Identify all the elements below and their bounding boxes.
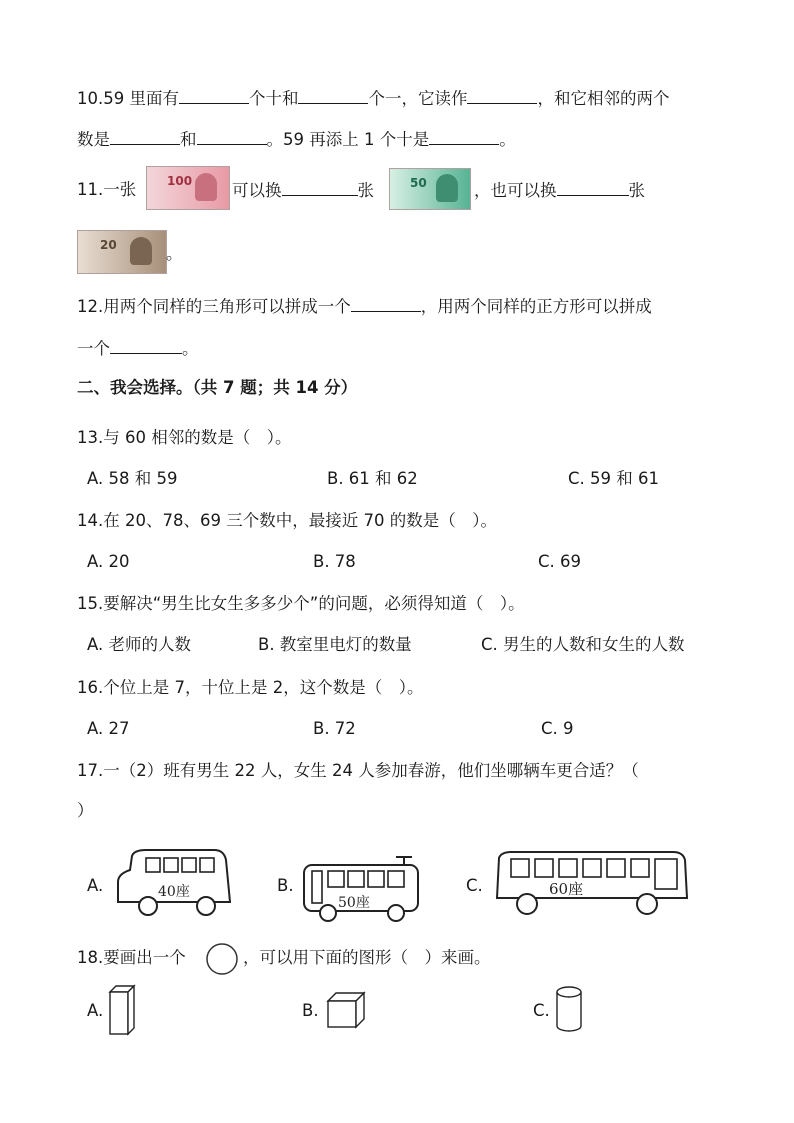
bus-40-seat-icon[interactable]	[112, 848, 234, 918]
q15-option-b[interactable]: B. 教室里电灯的数量	[258, 635, 412, 654]
q10-text-6: 和	[180, 130, 197, 149]
q10-line2	[77, 128, 516, 151]
banknote-20-value: 20	[100, 238, 117, 252]
bus-50-label: 50座	[338, 895, 370, 911]
q12-text-4: 。	[182, 339, 199, 358]
q13-option-a[interactable]: A. 58 和 59	[87, 469, 178, 488]
q10-text-4: ，和它相邻的两个	[537, 89, 670, 108]
q10-blank-next[interactable]	[197, 128, 267, 145]
bus-60-seat-icon[interactable]	[493, 850, 689, 918]
q17-stem-line2: ）	[77, 801, 94, 820]
q13-option-c[interactable]: C. 59 和 61	[568, 469, 659, 488]
q18-option-a-label[interactable]: A.	[87, 1001, 104, 1020]
q18-option-b-label[interactable]: B.	[302, 1001, 319, 1020]
q17-option-b-label[interactable]: B.	[277, 876, 294, 895]
q14-option-a[interactable]: A. 20	[87, 552, 130, 571]
q18-stem-part2: ，可以用下面的图形（ ）来画。	[243, 948, 491, 967]
q10-text-1: 10.59 里面有	[77, 89, 179, 108]
q10-text-2: 个十和	[248, 89, 299, 108]
q14-option-b[interactable]: B. 78	[313, 552, 356, 571]
q10-blank-add[interactable]	[429, 128, 499, 145]
q11-text-1: 11.一张	[77, 180, 137, 199]
banknote-20-image	[77, 230, 167, 274]
q15-option-a[interactable]: A. 老师的人数	[87, 635, 191, 654]
q14-stem: 14.在 20、78、69 三个数中，最接近 70 的数是（ ）。	[77, 511, 497, 530]
bus-50-seat-icon[interactable]	[300, 855, 422, 925]
q11-period	[166, 243, 183, 265]
q16-option-b[interactable]: B. 72	[313, 719, 356, 738]
circle-icon	[205, 942, 239, 976]
banknote-100-image	[146, 166, 230, 210]
q11-text-4: ，也可以换	[474, 181, 557, 200]
q16-option-a[interactable]: A. 27	[87, 719, 130, 738]
cube-icon[interactable]	[326, 991, 366, 1029]
q12-line1	[77, 295, 652, 318]
q11-label	[77, 179, 136, 201]
bus-60-label: 60座	[549, 880, 584, 898]
q17-stem-line1: 17.一（2）班有男生 22 人，女生 24 人参加春游，他们坐哪辆车更合适？（	[77, 761, 639, 780]
q11-blank-20[interactable]	[557, 179, 629, 196]
q13-stem: 13.与 60 相邻的数是（ ）。	[77, 428, 292, 447]
q10-text-8: 。	[499, 130, 516, 149]
q10-blank-reading[interactable]	[467, 87, 537, 104]
q10-text-3: 个一，它读作	[368, 89, 468, 108]
q18-option-c-label[interactable]: C.	[533, 1001, 550, 1020]
q12-text-3: 一个	[77, 339, 110, 358]
q16-option-c[interactable]: C. 9	[541, 719, 574, 738]
banknote-50-image	[389, 168, 471, 210]
q11-text-2: 可以换	[232, 181, 282, 200]
q17-option-c-label[interactable]: C.	[466, 876, 483, 895]
q11-end	[474, 179, 645, 202]
q15-stem: 15.要解决“男生比女生多多少个”的问题，必须得知道（ ）。	[77, 594, 525, 613]
q10-blank-prev[interactable]	[110, 128, 180, 145]
q14-option-c[interactable]: C. 69	[538, 552, 582, 571]
q15-option-c[interactable]: C. 男生的人数和女生的人数	[481, 635, 685, 654]
q10-blank-tens[interactable]	[179, 87, 249, 104]
cylinder-icon[interactable]	[555, 985, 583, 1033]
q16-stem: 16.个位上是 7，十位上是 2，这个数是（ ）。	[77, 678, 424, 697]
section-title: 二、我会选择。（共 7 题；共 14 分）	[77, 378, 358, 397]
banknote-50-value: 50	[410, 176, 427, 190]
portrait-icon	[130, 237, 152, 265]
q11-text-3: 张	[357, 181, 374, 200]
banknote-100-value: 100	[167, 174, 193, 188]
q11-text-6: 。	[166, 244, 183, 263]
q12-blank-square[interactable]	[110, 337, 182, 354]
q12-line2	[77, 337, 199, 360]
q10-text-5: 数是	[77, 130, 110, 149]
q11-mid	[232, 179, 374, 202]
q10-text-7: 。59 再添上 1 个十是	[266, 130, 430, 149]
q18-stem-part1: 18.要画出一个	[77, 948, 186, 967]
portrait-icon	[195, 173, 217, 201]
q12-text-2: ，用两个同样的正方形可以拼成	[420, 297, 652, 316]
rectangular-prism-icon[interactable]	[108, 984, 136, 1036]
q12-text-1: 12.用两个同样的三角形可以拼成一个	[77, 297, 351, 316]
q10-line1	[77, 87, 669, 110]
q13-option-b[interactable]: B. 61 和 62	[327, 469, 418, 488]
q11-blank-50[interactable]	[282, 179, 358, 196]
q12-blank-triangle[interactable]	[351, 295, 421, 312]
portrait-icon	[436, 174, 458, 202]
q11-text-5: 张	[628, 181, 645, 200]
q17-option-a-label[interactable]: A.	[87, 876, 104, 895]
bus-40-label: 40座	[158, 884, 190, 900]
q10-blank-ones[interactable]	[298, 87, 368, 104]
